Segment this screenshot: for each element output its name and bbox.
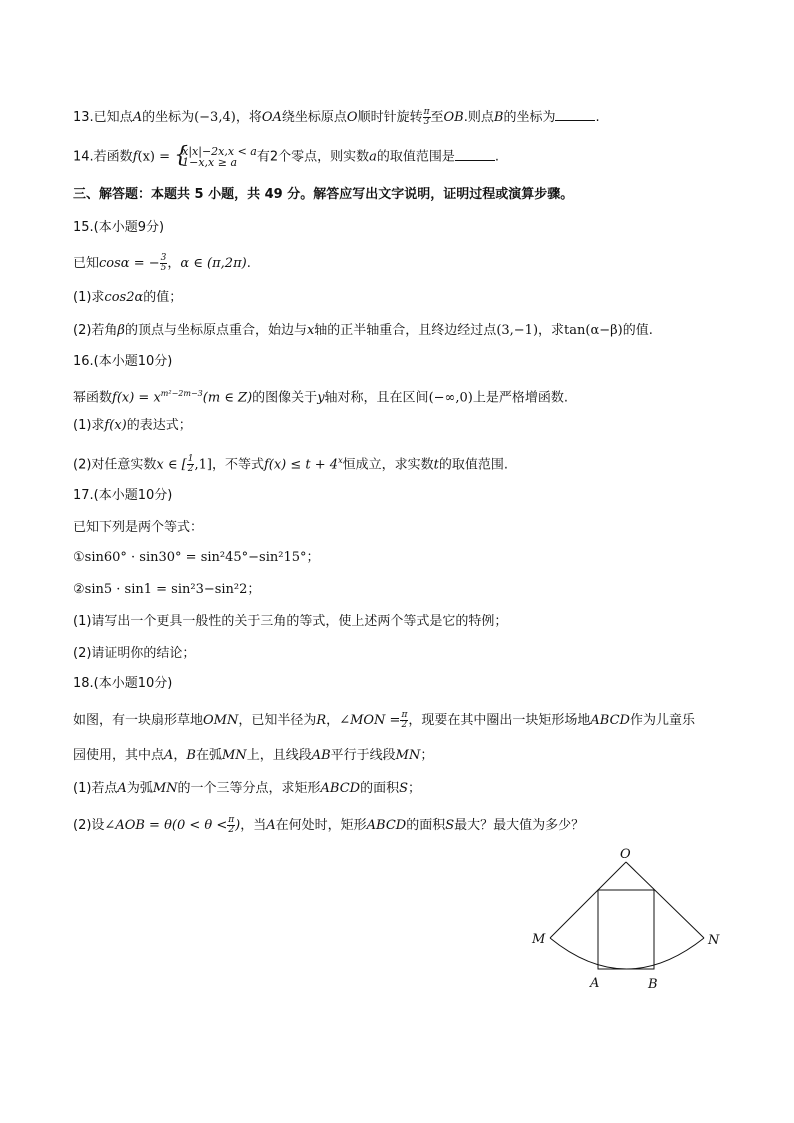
radius-OM: [550, 862, 626, 938]
label-O: O: [620, 847, 631, 862]
rectangle-ABCD: [598, 890, 654, 969]
q17-intro: 已知下列是两个等式：: [73, 520, 204, 535]
q17-part1: (1)请写出一个更具一般性的关于三角的等式，使上述两个等式是它的特例；: [73, 614, 508, 629]
text: 的取值范围是: [376, 149, 455, 165]
q16-given: 幂函数$f(x) = x^{m^2-2m-3}(m$ ∈ Z)的图像关于y轴对称，且在区间(−∞,0)上是严格增函数.: [73, 389, 568, 406]
text: .: [595, 110, 600, 125]
label-B: B: [648, 977, 658, 992]
label-N: N: [708, 933, 720, 948]
text: 的坐标为: [503, 110, 556, 125]
q15-given: 已知cosα = − $\frac{3}{5}$ ，α ∈ (π,2π).: [73, 253, 251, 273]
fraction: $\frac{\pi}{2}$: [401, 710, 408, 730]
text: 有2个零点，则实数: [256, 149, 370, 165]
q18-line2: 园使用，其中点A，B在弧MN上，且线段AB平行于线段MN；: [73, 748, 434, 763]
q16-part1: (1)求f(x)的表达式；: [73, 418, 192, 433]
text: 的坐标为: [142, 110, 195, 125]
text: 绕坐标原点: [281, 110, 347, 125]
q17-eq1: ①sin60° · sin30° = sin²45°−sin²15°；: [73, 550, 320, 565]
q15-part1: (1)求cos2α的值；: [73, 290, 183, 305]
q18-heading: 18.(本小题10分): [73, 676, 173, 691]
math: f: [132, 149, 138, 165]
math: (x) =: [137, 149, 170, 165]
arc-MN: [550, 938, 704, 969]
q15-heading: 15.(本小题9分): [73, 220, 165, 235]
text: .: [494, 149, 500, 165]
q17-part2: (2)请证明你的结论；: [73, 646, 196, 661]
fraction: $\frac{3}{5}$: [160, 253, 167, 273]
math: A: [132, 110, 143, 125]
math: B: [493, 110, 504, 125]
label-A: A: [590, 976, 600, 991]
q17-heading: 17.(本小题10分): [73, 488, 173, 503]
math: OB: [443, 110, 464, 125]
fraction: $\frac{\pi}{2}$: [228, 815, 235, 835]
math: OA: [261, 110, 282, 125]
math: O: [346, 110, 358, 125]
math: (−3,4): [194, 110, 236, 125]
fraction: $\frac{\pi}{3}$: [423, 107, 430, 127]
q14-line: [73, 146, 499, 168]
q16-heading: 16.(本小题10分): [73, 354, 173, 369]
q18-part1: (1)若点A为弧MN的一个三等分点，求矩形ABCD的面积S；: [73, 781, 422, 796]
text: 13.已知点: [73, 110, 133, 125]
text: .则点: [463, 110, 494, 125]
text: 顺时针旋转: [357, 110, 423, 125]
text: ，将: [235, 110, 262, 125]
q17-eq2: ②sin5 · sin1 = sin²3−sin²2；: [73, 582, 261, 597]
q16-part2: (2)对任意实数x ∈ [ $\frac{1}{2}$ ,1]，不等式$f(x) \le t + 4^x$恒成立，求实数t的取值范围.: [73, 454, 508, 475]
math: a: [369, 149, 377, 165]
text: 至: [430, 110, 444, 125]
label-M: M: [532, 932, 546, 947]
section-heading: 三、解答题：本题共 5 小题，共 49 分。解答应写出文字说明，证明过程或演算步骤。: [73, 187, 574, 202]
q13-line: [73, 108, 600, 128]
piecewise-function: { x|x|−2x,x < a 1−x,x ≥ a: [174, 146, 257, 168]
answer-blank: [455, 148, 495, 161]
q18-line1: 如图，有一块扇形草地OMN，已知半径为R，∠MON = $\frac{\pi}{2}$ ，现要在其中圈出一块矩形场地ABCD作为儿童乐: [73, 710, 695, 730]
radius-ON: [626, 862, 704, 938]
answer-blank: [555, 108, 595, 121]
q18-part2: (2)设∠AOB = θ(0 < θ < $\frac{\pi}{2}$ )，当A在何处时，矩形ABCD的面积S最大？最大值为多少？: [73, 815, 585, 835]
fraction: $\frac{1}{2}$: [187, 454, 194, 475]
text: 14.若函数: [73, 149, 133, 165]
q15-part2: (2)若角β的顶点与坐标原点重合，始边与x轴的正半轴重合，且终边经过点(3,−1)，求tan(α−β)的值.: [73, 323, 653, 338]
sector-figure: [520, 840, 730, 1000]
